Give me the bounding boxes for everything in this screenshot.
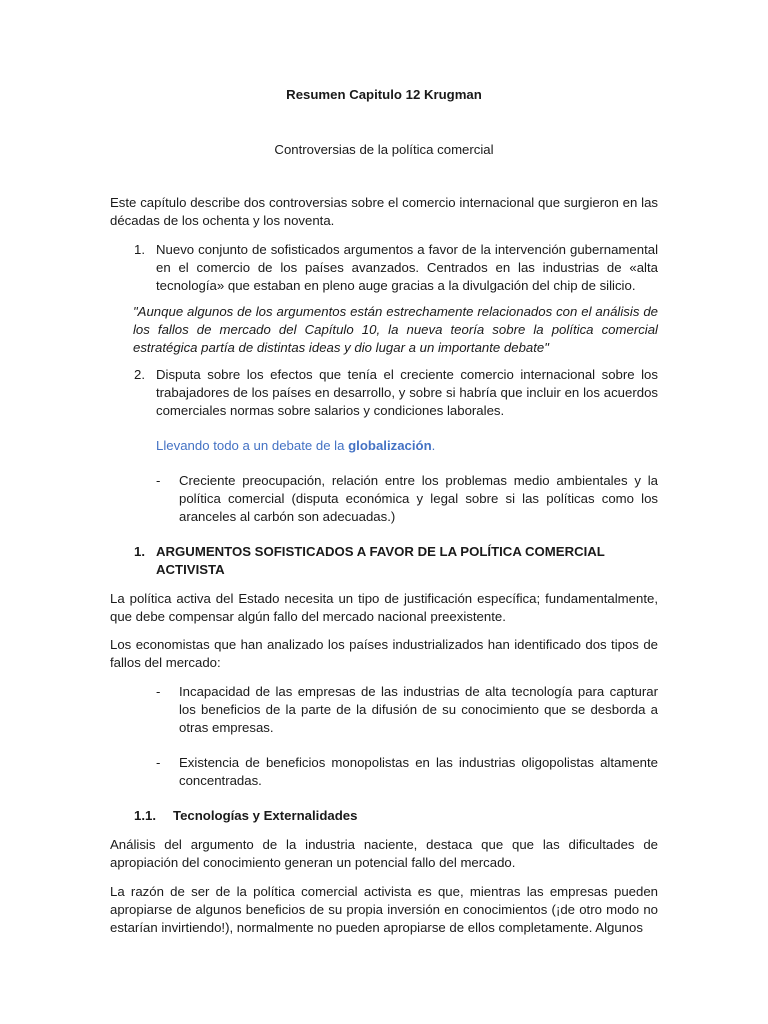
- numbered-item-2: [110, 366, 658, 420]
- list-marker: 2.: [134, 367, 145, 382]
- highlight-prefix: Llevando todo a un debate de la: [156, 438, 349, 453]
- dash-marker: -: [156, 755, 161, 770]
- dash-item-text: Creciente preocupación, relación entre los problemas medio ambientales y la política comercial (disputa económica y legal sobre si las políticas como los aranceles al carbón son adecuadas.): [179, 473, 658, 524]
- dash-item-text: Incapacidad de las empresas de las industrias de alta tecnología para capturar los beneficios de la parte de la difusión de su conocimiento que se desborda a otras empresas.: [179, 684, 658, 735]
- numbered-item-text: Nuevo conjunto de sofisticados argumentos a favor de la intervención gubernamental en el comercio de los países avanzados. Centrados en las industrias de «alta tecnología» que estaban en pleno auge gracias a la divulgación del chip de silicio.: [156, 242, 658, 293]
- paragraph-market-failures: Los economistas que han analizado los países industrializados han identificado dos tipos de fallos del mercado:: [110, 637, 658, 670]
- dash-marker: -: [156, 473, 161, 488]
- paragraph-infant-industry: Análisis del argumento de la industria naciente, destaca que que las dificultades de apropiación del conocimiento generan un potencial fallo del mercado.: [110, 837, 658, 870]
- numbered-item-1: [110, 241, 658, 295]
- section-heading-1-1: [110, 807, 658, 825]
- quote-paragraph: "Aunque algunos de los argumentos están estrechamente relacionados con el análisis de los fallos de mercado del Capítulo 10, la nueva teoría sobre la política comercial estratégica partía de distintas ideas y dio lugar a un importante debate": [133, 304, 658, 355]
- globalization-highlight: [110, 437, 658, 455]
- dash-marker: -: [156, 684, 161, 699]
- intro-paragraph: Este capítulo describe dos controversias sobre el comercio internacional que surgieron en las décadas de los ochenta y los noventa.: [110, 195, 658, 228]
- section-heading-1: [110, 543, 658, 579]
- highlight-bold-word: globalización: [348, 438, 432, 453]
- list-marker: 1.: [134, 242, 145, 257]
- document-subtitle: Controversias de la política comercial: [274, 142, 494, 157]
- document-title: Resumen Capitulo 12 Krugman: [286, 87, 482, 102]
- heading-marker: 1.: [134, 544, 145, 559]
- highlight-suffix: .: [431, 438, 436, 453]
- paragraph-activist-policy: La razón de ser de la política comercial activista es que, mientras las empresas pueden apropiarse de algunos beneficios de su propia inversión en conocimientos (¡de otro modo no estarían invirtiendo!), normalmente no pueden apropiarse de ellos completamente. Algunos: [110, 884, 658, 935]
- paragraph-active-policy: La política activa del Estado necesita un tipo de justificación específica; fundamentalmente, que debe compensar algún fallo del mercado nacional preexistente.: [110, 591, 658, 624]
- dash-item-text: Existencia de beneficios monopolistas en las industrias oligopolistas altamente concentradas.: [179, 755, 658, 788]
- heading-text: Tecnologías y Externalidades: [173, 808, 358, 823]
- heading-marker: 1.1.: [134, 808, 156, 823]
- dash-item-environment: [110, 472, 658, 526]
- dash-item-high-tech: [110, 683, 658, 737]
- dash-item-monopoly: [110, 754, 658, 790]
- heading-text: ARGUMENTOS SOFISTICADOS A FAVOR DE LA POLÍTICA COMERCIAL ACTIVISTA: [156, 544, 605, 577]
- numbered-item-text: Disputa sobre los efectos que tenía el creciente comercio internacional sobre los trabajadores de los países en desarrollo, y sobre si habría que incluir en los acuerdos comerciales normas sobre salarios y condiciones laborales.: [156, 367, 658, 418]
